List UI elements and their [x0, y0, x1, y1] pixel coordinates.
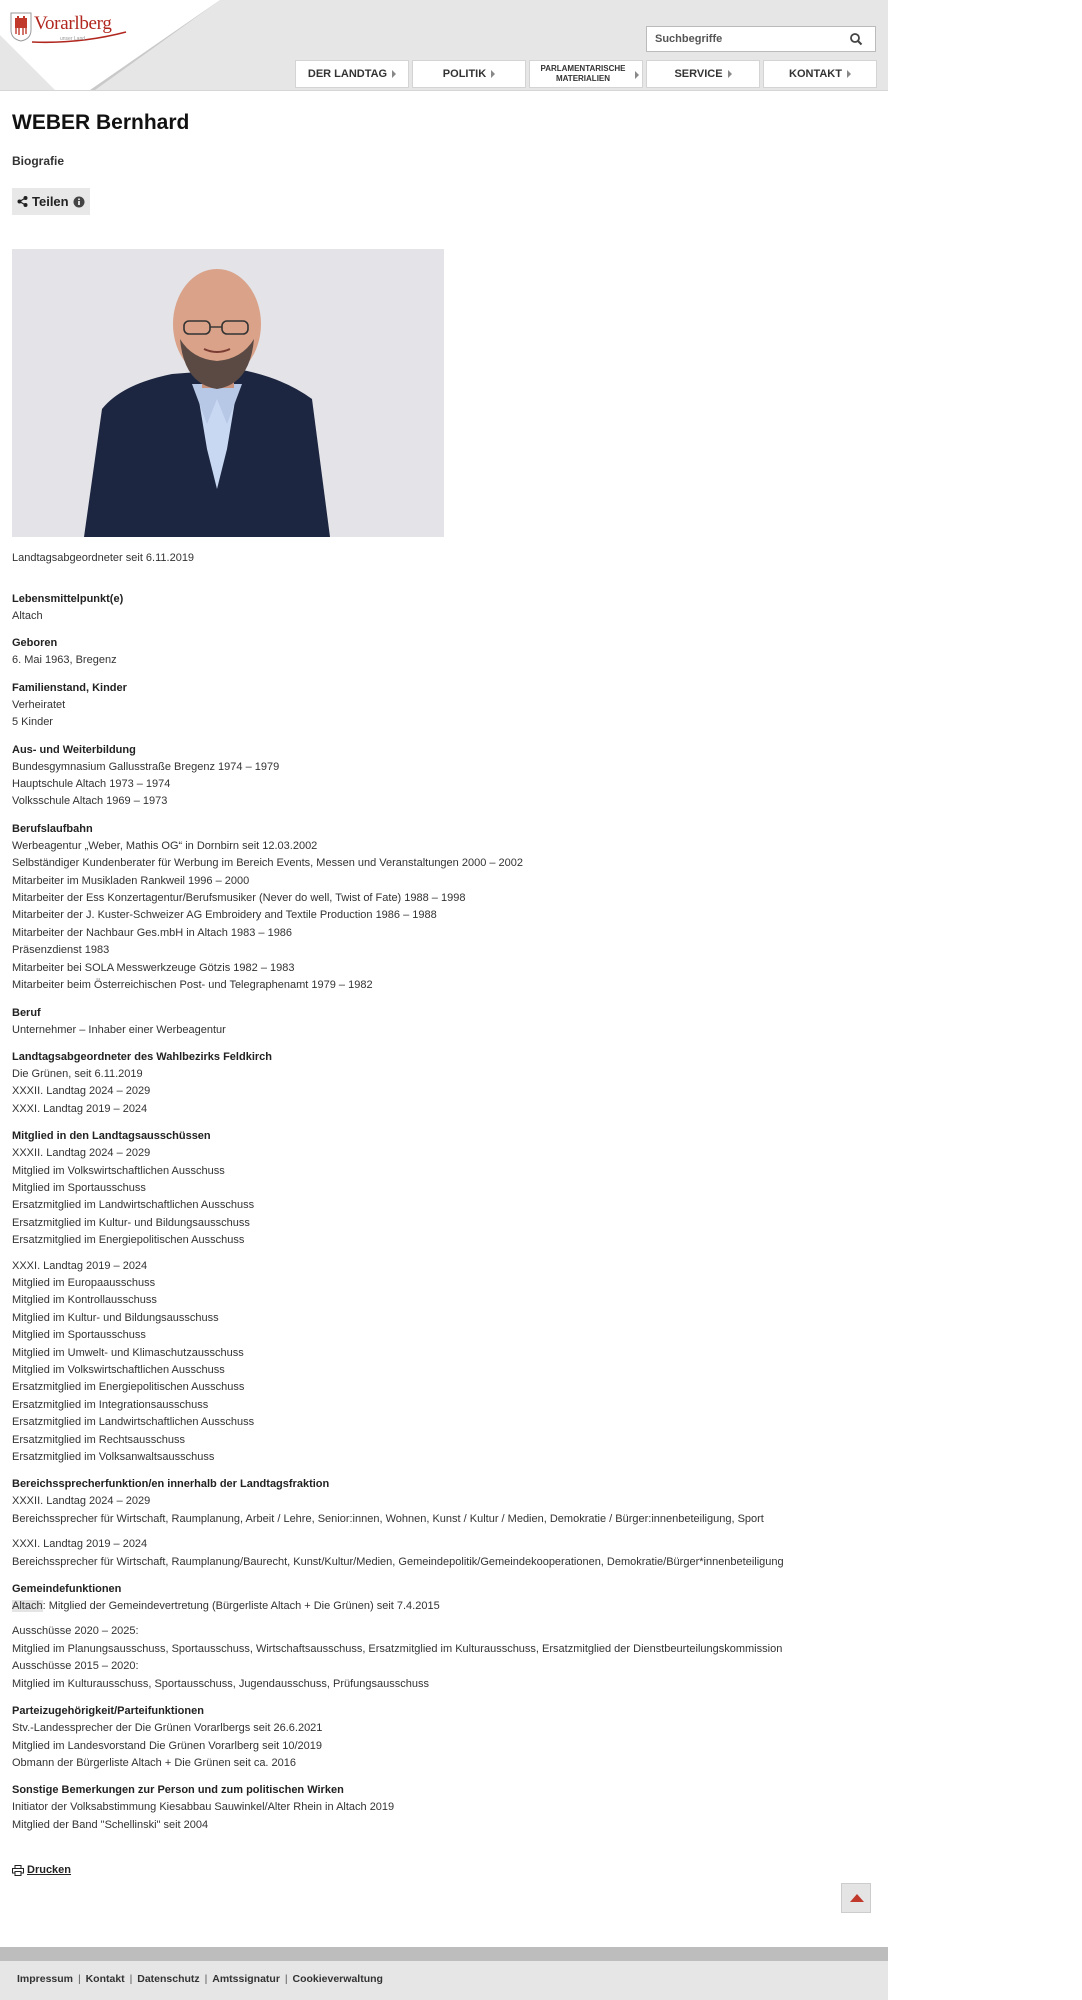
- bio-section: [12, 591, 876, 625]
- bio-line: Mitglied im Landesvorstand Die Grünen Vorarlberg seit 10/2019: [12, 1739, 323, 1752]
- bio-section-title: Beruf: [12, 1006, 41, 1019]
- bio-line: Mitglied im Kontrollausschuss: [12, 1294, 157, 1307]
- bio-line: Ersatzmitglied im Energiepolitischen Ausschuss: [12, 1381, 245, 1394]
- coat-of-arms-icon[interactable]: [10, 12, 32, 42]
- biography-details: [12, 591, 876, 1834]
- bio-line: Mitarbeiter im Musikladen Rankweil 1996 – 2000: [12, 874, 250, 887]
- bio-line: Ersatzmitglied im Integrationsausschuss: [12, 1398, 209, 1411]
- footer-separator: |: [75, 1973, 84, 1985]
- bio-line: Mitarbeiter der J. Kuster-Schweizer AG Embroidery and Textile Production 1986 – 1988: [12, 909, 437, 922]
- nav-label-line1: PARLAMENTARISCHE: [540, 64, 626, 73]
- bio-line: Mitglied der Band "Schellinski" seit 2004: [12, 1818, 209, 1831]
- bio-line: Hauptschule Altach 1973 – 1974: [12, 778, 171, 791]
- share-button[interactable]: [12, 188, 90, 215]
- bio-line: XXXII. Landtag 2024 – 2029: [12, 1085, 151, 1098]
- print-label: Drucken: [27, 1864, 72, 1877]
- bio-line: 5 Kinder: [12, 716, 53, 729]
- bio-line: Mitarbeiter bei SOLA Messwerkzeuge Götzis 1982 – 1983: [12, 961, 295, 974]
- nav-label: POLITIK: [442, 68, 487, 80]
- footer-separator: |: [201, 1973, 211, 1985]
- bio-section-title: Aus- und Weiterbildung: [12, 743, 136, 756]
- bio-line: Mitglied im Umwelt- und Klimaschutzausschuss: [12, 1346, 244, 1359]
- bio-line: Mitglied im Volkswirtschaftlichen Ausschuss: [12, 1364, 225, 1376]
- caret-right-icon: [491, 70, 495, 78]
- nav-label: SERVICE: [674, 68, 723, 80]
- bio-line: Ausschüsse 2015 – 2020:: [12, 1660, 139, 1673]
- bio-line: Selbständiger Kundenberater für Werbung im Bereich Events, Messen und Veranstaltungen 2000 – 2002: [12, 857, 524, 870]
- bio-line: Mitarbeiter beim Österreichischen Post- und Telegraphenamt 1979 – 1982: [12, 979, 373, 992]
- bio-section: [12, 635, 876, 669]
- bio-line: Ersatzmitglied im Landwirtschaftlichen Ausschuss: [12, 1199, 255, 1212]
- nav-der-landtag[interactable]: [295, 60, 409, 88]
- bio-line: 6. Mai 1963, Bregenz: [12, 654, 117, 667]
- footer-separator: |: [281, 1973, 291, 1985]
- footer-link-kontakt[interactable]: Kontakt: [85, 1973, 125, 1985]
- caret-right-icon: [847, 70, 851, 78]
- bio-line: Bundesgymnasium Gallusstraße Bregenz 1974 – 1979: [12, 760, 280, 773]
- bio-line: XXXI. Landtag 2019 – 2024: [12, 1259, 148, 1272]
- bio-line: Altach: [12, 610, 43, 622]
- spacer: [12, 1528, 876, 1536]
- bio-line: Initiator der Volksabstimmung Kiesabbau Sauwinkel/Alter Rhein in Altach 2019: [12, 1801, 395, 1814]
- share-label: Teilen: [32, 194, 69, 209]
- bio-line: Mitarbeiter der Nachbaur Ges.mbH in Altach 1983 – 1986: [12, 926, 293, 939]
- search-box: [646, 26, 876, 52]
- print-link[interactable]: [12, 1864, 71, 1876]
- footer-link-impressum[interactable]: Impressum: [17, 1973, 74, 1985]
- bio-line: Verheiratet: [12, 698, 66, 711]
- bio-line: Ersatzmitglied im Landwirtschaftlichen Ausschuss: [12, 1416, 255, 1429]
- nav-kontakt[interactable]: [763, 60, 877, 88]
- footer-link-amtssignatur[interactable]: Amtssignatur: [212, 1973, 280, 1985]
- portrait-photo: [12, 249, 444, 537]
- info-icon[interactable]: [73, 196, 85, 208]
- nav-label: KONTAKT: [789, 68, 842, 80]
- bio-section-title: Landtagsabgeordneter des Wahlbezirks Feldkirch: [12, 1050, 272, 1063]
- bio-section-title: Mitglied in den Landtagsausschüssen: [12, 1130, 211, 1143]
- caret-right-icon: [635, 71, 639, 79]
- bio-section: [12, 1703, 876, 1772]
- bio-section: [12, 1581, 876, 1693]
- nav-parlamentarische-materialien[interactable]: [529, 60, 643, 88]
- main-content: [0, 111, 888, 1879]
- bio-line: Die Grünen, seit 6.11.2019: [12, 1067, 143, 1080]
- footer-separator: |: [126, 1973, 136, 1985]
- bio-section: [12, 1005, 876, 1039]
- bio-section: [12, 742, 876, 811]
- bio-section: [12, 1049, 876, 1118]
- bio-section-title: Berufslaufbahn: [12, 822, 93, 835]
- site-header: [0, 0, 888, 91]
- footer-divider: [0, 1947, 888, 1961]
- bio-section-title: Bereichssprecherfunktion/en innerhalb der Landtagsfraktion: [12, 1478, 330, 1491]
- bio-line: Mitglied im Volkswirtschaftlichen Ausschuss: [12, 1164, 225, 1177]
- nav-label: [540, 64, 625, 84]
- main-navigation: [295, 60, 880, 88]
- nav-service[interactable]: [646, 60, 760, 88]
- bio-section: [12, 1476, 876, 1571]
- bio-section: [12, 1128, 876, 1466]
- bio-line: Ersatzmitglied im Volksanwaltsausschuss: [12, 1451, 215, 1464]
- bio-line: Ausschüsse 2020 – 2025:: [12, 1625, 139, 1638]
- search-input[interactable]: [647, 27, 853, 51]
- bio-section-title: Geboren: [12, 637, 58, 650]
- logo-text[interactable]: Vorarlberg: [34, 13, 112, 34]
- share-icon: [17, 196, 28, 207]
- footer-links: [17, 1973, 383, 1985]
- bio-line: Ersatzmitglied im Rechtsausschuss: [12, 1433, 186, 1446]
- page-title: WEBER Bernhard: [12, 111, 190, 134]
- highlighted-text: Altach: [12, 1600, 43, 1613]
- nav-label: DER LANDTAG: [307, 68, 388, 80]
- bio-section-title: Sonstige Bemerkungen zur Person und zum politischen Wirken: [12, 1784, 344, 1797]
- caret-right-icon: [728, 70, 732, 78]
- bio-line: XXXII. Landtag 2024 – 2029: [12, 1147, 151, 1160]
- site-footer: [0, 1961, 888, 2000]
- bio-line: Mitglied im Sportausschuss: [12, 1329, 146, 1342]
- bio-section: [12, 680, 876, 732]
- caret-right-icon: [392, 70, 396, 78]
- portrait-illustration: [12, 249, 444, 537]
- bio-line: Mitglied im Kulturausschuss, Sportausschuss, Jugendausschuss, Prüfungsausschuss: [12, 1677, 429, 1690]
- bio-line: Volksschule Altach 1969 – 1973: [12, 795, 168, 808]
- search-icon[interactable]: [849, 32, 863, 46]
- bio-section-title: Lebensmittelpunkt(e): [12, 593, 124, 605]
- bio-line: Bereichssprecher für Wirtschaft, Raumplanung/Baurecht, Kunst/Kultur/Medien, Gemeindepolitik/Gemeindekooperationen, Demokratie/Bürger*innenbeteiligung: [12, 1555, 784, 1568]
- printer-icon: [12, 1865, 24, 1876]
- bio-line: XXXI. Landtag 2019 – 2024: [12, 1538, 148, 1551]
- bio-line: Mitarbeiter der Ess Konzertagentur/Berufsmusiker (Never do well, Twist of Fate) 1988 – 1998: [12, 892, 466, 905]
- bio-line: Mitglied im Sportausschuss: [12, 1181, 146, 1194]
- spacer: [12, 1615, 876, 1623]
- bio-section-title: Parteizugehörigkeit/Parteifunktionen: [12, 1705, 204, 1718]
- bio-line: Mitglied im Kultur- und Bildungsausschuss: [12, 1311, 219, 1324]
- spacer: [12, 1250, 876, 1258]
- bio-line: Mitglied im Europaausschuss: [12, 1276, 156, 1289]
- bio-line: Mitglied im Planungsausschuss, Sportausschuss, Wirtschaftsausschuss, Ersatzmitglied im Kulturausschuss, Ersatzmitglied der Dienstbeurteilungskommission: [12, 1642, 783, 1655]
- member-since: Landtagsabgeordneter seit 6.11.2019: [12, 552, 195, 564]
- bio-section: [12, 1782, 876, 1834]
- arrow-up-icon: [850, 1894, 864, 1902]
- footer-link-cookieverwaltung[interactable]: Cookieverwaltung: [292, 1973, 383, 1985]
- nav-label-line2: MATERIALIEN: [555, 74, 611, 83]
- bio-section-title: Gemeindefunktionen: [12, 1583, 122, 1596]
- bio-line-rest: : Mitglied der Gemeindevertretung (Bürgerliste Altach + Die Grünen) seit 7.4.2015: [42, 1600, 440, 1613]
- page-subtitle: Biografie: [12, 154, 65, 168]
- bio-line: Obmann der Bürgerliste Altach + Die Grünen seit ca. 2016: [12, 1756, 297, 1769]
- bio-line: Bereichssprecher für Wirtschaft, Raumplanung, Arbeit / Lehre, Senior:innen, Wohnen, Kunst / Kultur / Medien, Demokratie / Bürger:innenbeteiligung, Sport: [12, 1512, 764, 1525]
- bio-line: XXXI. Landtag 2019 – 2024: [12, 1102, 148, 1115]
- bio-line: Stv.-Landessprecher der Die Grünen Vorarlbergs seit 26.6.2021: [12, 1722, 323, 1735]
- bio-line: Unternehmer – Inhaber einer Werbeagentur: [12, 1023, 226, 1036]
- bio-line: Ersatzmitglied im Energiepolitischen Ausschuss: [12, 1234, 245, 1247]
- footer-link-datenschutz[interactable]: Datenschutz: [137, 1973, 200, 1985]
- bio-line: XXXII. Landtag 2024 – 2029: [12, 1495, 151, 1508]
- nav-politik[interactable]: [412, 60, 526, 88]
- bio-section-title: Familienstand, Kinder: [12, 681, 127, 694]
- bio-line: Ersatzmitglied im Kultur- und Bildungsausschuss: [12, 1216, 250, 1229]
- bio-line: [12, 1598, 876, 1615]
- logo-subtitle: unser Land: [60, 36, 86, 42]
- bio-section: [12, 821, 876, 995]
- bio-line: Präsenzdienst 1983: [12, 944, 110, 957]
- scroll-to-top-button[interactable]: [841, 1883, 871, 1913]
- bio-line: Werbeagentur „Weber, Mathis OG“ in Dornbirn seit 12.03.2002: [12, 839, 318, 852]
